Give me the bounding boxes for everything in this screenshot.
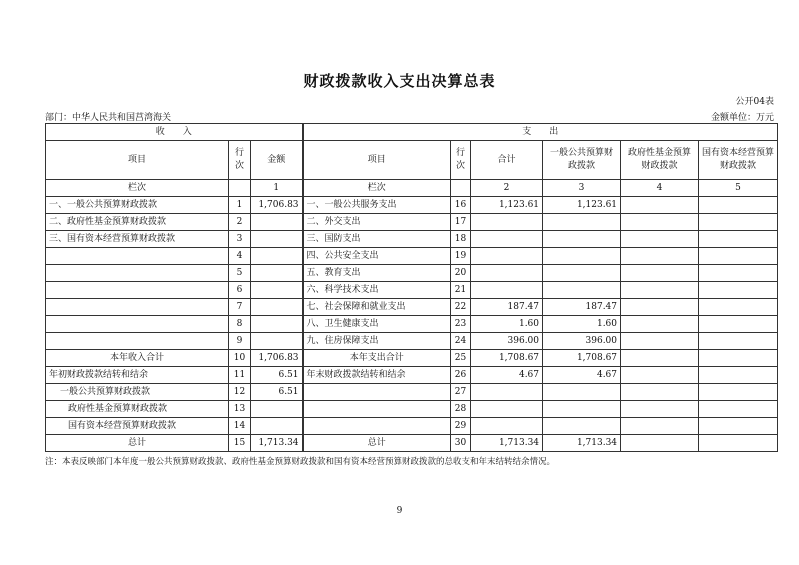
- expense-item-cell: 本年支出合计: [303, 350, 451, 367]
- expense-item-cell: 八、卫生健康支出: [303, 316, 451, 333]
- department-label: 部门：中华人民共和国莒湾海关: [45, 113, 172, 123]
- income-row-no-cell: 8: [229, 316, 251, 333]
- gov-fund-cell: [621, 265, 699, 282]
- expense-row-no-cell: 17: [451, 214, 471, 231]
- income-amount-cell: 6.51: [251, 367, 303, 384]
- unit-label: 金额单位：万元: [710, 113, 774, 123]
- state-capital-cell: [699, 367, 778, 384]
- table-row: [46, 435, 778, 452]
- gov-fund-cell: [621, 316, 699, 333]
- income-item-cell: [46, 282, 229, 299]
- general-budget-cell: 396.00: [543, 333, 621, 350]
- general-budget-cell: [543, 231, 621, 248]
- table-row: [46, 214, 778, 231]
- income-amount-cell: 6.51: [251, 384, 303, 401]
- total-cell: 1,713.34: [471, 435, 543, 452]
- income-row-no-cell: 14: [229, 418, 251, 435]
- expense-row-no-cell: 25: [451, 350, 471, 367]
- column-index-label: 栏次: [46, 180, 229, 197]
- general-budget-cell: 1,708.67: [543, 350, 621, 367]
- income-item-cell: [46, 299, 229, 316]
- income-amount-cell: [251, 418, 303, 435]
- column-index-3: 3: [543, 180, 621, 197]
- total-cell: [471, 282, 543, 299]
- income-row-no-cell: 1: [229, 197, 251, 214]
- income-amount-cell: 1,713.34: [251, 435, 303, 452]
- income-amount-cell: [251, 333, 303, 350]
- income-item-cell: [46, 265, 229, 282]
- income-item-cell: 国有资本经营预算财政拨款: [46, 418, 229, 435]
- expense-item-cell: 九、住房保障支出: [303, 333, 451, 350]
- total-cell: [471, 214, 543, 231]
- column-index-exp-label: 栏次: [303, 180, 451, 197]
- income-amount-cell: [251, 316, 303, 333]
- income-amount-header: 金额: [251, 141, 303, 180]
- total-cell: [471, 265, 543, 282]
- state-capital-cell: [699, 282, 778, 299]
- state-capital-cell: [699, 248, 778, 265]
- expense-row-no-cell: 30: [451, 435, 471, 452]
- total-cell: 1.60: [471, 316, 543, 333]
- total-header: 合计: [471, 141, 543, 180]
- expense-item-cell: 总计: [303, 435, 451, 452]
- total-cell: 4.67: [471, 367, 543, 384]
- state-capital-cell: [699, 418, 778, 435]
- table-row: [46, 401, 778, 418]
- gov-fund-cell: [621, 367, 699, 384]
- table-row: [46, 333, 778, 350]
- expense-section-header: 支 出: [303, 124, 778, 141]
- income-row-no-cell: 11: [229, 367, 251, 384]
- expense-item-cell: [303, 418, 451, 435]
- general-budget-cell: 1.60: [543, 316, 621, 333]
- column-index-4: 4: [621, 180, 699, 197]
- table-row: [46, 265, 778, 282]
- column-index-1: 1: [251, 180, 303, 197]
- section-header-row: [46, 124, 778, 141]
- gov-fund-cell: [621, 435, 699, 452]
- expense-row-no-cell: 23: [451, 316, 471, 333]
- general-budget-cell: [543, 384, 621, 401]
- table-note: 注：本表反映部门本年度一般公共预算财政拨款、政府性基金预算财政拨款和国有资本经营预算财政拨款的总收支和年末结转结余情况。: [45, 457, 556, 467]
- table-row: [46, 350, 778, 367]
- table-row: [46, 316, 778, 333]
- table-row: [46, 231, 778, 248]
- table-row: [46, 384, 778, 401]
- column-index-row: [46, 180, 778, 197]
- expense-item-cell: [303, 384, 451, 401]
- income-row-no-cell: 15: [229, 435, 251, 452]
- expense-row-no-header: 行次: [451, 141, 471, 180]
- general-budget-cell: 1,713.34: [543, 435, 621, 452]
- expense-row-no-cell: 28: [451, 401, 471, 418]
- expense-item-cell: 三、国防支出: [303, 231, 451, 248]
- total-cell: 187.47: [471, 299, 543, 316]
- state-capital-cell: [699, 435, 778, 452]
- expense-row-no-cell: 29: [451, 418, 471, 435]
- total-cell: 1,708.67: [471, 350, 543, 367]
- gov-fund-cell: [621, 248, 699, 265]
- total-cell: [471, 384, 543, 401]
- state-capital-header: 国有资本经营预算财政拨款: [699, 141, 778, 180]
- gov-fund-cell: [621, 214, 699, 231]
- income-row-no-header: 行次: [229, 141, 251, 180]
- gov-fund-cell: [621, 384, 699, 401]
- total-cell: 1,123.61: [471, 197, 543, 214]
- expense-item-cell: 五、教育支出: [303, 265, 451, 282]
- gov-fund-cell: [621, 350, 699, 367]
- general-budget-cell: 187.47: [543, 299, 621, 316]
- state-capital-cell: [699, 299, 778, 316]
- general-budget-cell: [543, 282, 621, 299]
- column-index-5: 5: [699, 180, 778, 197]
- expense-row-no-cell: 24: [451, 333, 471, 350]
- general-budget-cell: 1,123.61: [543, 197, 621, 214]
- total-cell: [471, 231, 543, 248]
- expense-row-no-cell: 21: [451, 282, 471, 299]
- income-section-header: 收 入: [46, 124, 303, 141]
- income-row-no-cell: 7: [229, 299, 251, 316]
- income-item-cell: 总计: [46, 435, 229, 452]
- general-budget-header: 一般公共预算财政拨款: [543, 141, 621, 180]
- income-row-no-cell: 5: [229, 265, 251, 282]
- expense-row-no-cell: 27: [451, 384, 471, 401]
- table-row: [46, 367, 778, 384]
- expense-row-no-cell: 16: [451, 197, 471, 214]
- table-row: [46, 248, 778, 265]
- state-capital-cell: [699, 316, 778, 333]
- gov-fund-cell: [621, 401, 699, 418]
- total-cell: [471, 418, 543, 435]
- budget-summary-table: [45, 123, 778, 452]
- expense-row-no-cell: 19: [451, 248, 471, 265]
- column-header-row: [46, 141, 778, 180]
- table-row: [46, 299, 778, 316]
- state-capital-cell: [699, 231, 778, 248]
- income-row-no-cell: 2: [229, 214, 251, 231]
- income-amount-cell: [251, 248, 303, 265]
- expense-item-cell: 七、社会保障和就业支出: [303, 299, 451, 316]
- total-cell: [471, 248, 543, 265]
- column-index-blank: [229, 180, 251, 197]
- report-title: 财政拨款收入支出决算总表: [303, 72, 496, 90]
- income-amount-cell: [251, 299, 303, 316]
- expense-item-cell: 年末财政拨款结转和结余: [303, 367, 451, 384]
- gov-fund-header: 政府性基金预算财政拨款: [621, 141, 699, 180]
- general-budget-cell: [543, 418, 621, 435]
- state-capital-cell: [699, 384, 778, 401]
- income-amount-cell: 1,706.83: [251, 197, 303, 214]
- state-capital-cell: [699, 197, 778, 214]
- page-number: 9: [396, 506, 403, 516]
- expense-row-no-cell: 20: [451, 265, 471, 282]
- expense-item-cell: [303, 401, 451, 418]
- income-item-cell: 本年收入合计: [46, 350, 229, 367]
- expense-item-header: 项目: [303, 141, 451, 180]
- expense-item-cell: 六、科学技术支出: [303, 282, 451, 299]
- table-row: [46, 418, 778, 435]
- total-cell: [471, 401, 543, 418]
- state-capital-cell: [699, 401, 778, 418]
- gov-fund-cell: [621, 282, 699, 299]
- income-row-no-cell: 3: [229, 231, 251, 248]
- income-item-cell: 一般公共预算财政拨款: [46, 384, 229, 401]
- income-amount-cell: [251, 231, 303, 248]
- income-row-no-cell: 6: [229, 282, 251, 299]
- income-item-cell: 三、国有资本经营预算财政拨款: [46, 231, 229, 248]
- gov-fund-cell: [621, 418, 699, 435]
- income-row-no-cell: 13: [229, 401, 251, 418]
- income-amount-cell: 1,706.83: [251, 350, 303, 367]
- income-amount-cell: [251, 282, 303, 299]
- general-budget-cell: [543, 401, 621, 418]
- general-budget-cell: 4.67: [543, 367, 621, 384]
- income-item-cell: 二、政府性基金预算财政拨款: [46, 214, 229, 231]
- income-amount-cell: [251, 265, 303, 282]
- expense-item-cell: 二、外交支出: [303, 214, 451, 231]
- income-row-no-cell: 10: [229, 350, 251, 367]
- income-item-cell: [46, 316, 229, 333]
- table-row: [46, 197, 778, 214]
- income-row-no-cell: 4: [229, 248, 251, 265]
- income-item-cell: [46, 248, 229, 265]
- state-capital-cell: [699, 214, 778, 231]
- general-budget-cell: [543, 265, 621, 282]
- expense-item-cell: 四、公共安全支出: [303, 248, 451, 265]
- table-row: [46, 282, 778, 299]
- gov-fund-cell: [621, 333, 699, 350]
- total-cell: 396.00: [471, 333, 543, 350]
- gov-fund-cell: [621, 231, 699, 248]
- income-row-no-cell: 12: [229, 384, 251, 401]
- state-capital-cell: [699, 265, 778, 282]
- income-amount-cell: [251, 401, 303, 418]
- income-item-cell: 年初财政拨款结转和结余: [46, 367, 229, 384]
- expense-row-no-cell: 26: [451, 367, 471, 384]
- income-item-cell: [46, 333, 229, 350]
- column-index-2: 2: [471, 180, 543, 197]
- income-item-cell: 一、一般公共预算财政拨款: [46, 197, 229, 214]
- state-capital-cell: [699, 333, 778, 350]
- general-budget-cell: [543, 214, 621, 231]
- gov-fund-cell: [621, 299, 699, 316]
- general-budget-cell: [543, 248, 621, 265]
- income-item-header: 项目: [46, 141, 229, 180]
- expense-item-cell: 一、一般公共服务支出: [303, 197, 451, 214]
- form-code: 公开04表: [735, 97, 774, 107]
- state-capital-cell: [699, 350, 778, 367]
- income-row-no-cell: 9: [229, 333, 251, 350]
- income-item-cell: 政府性基金预算财政拨款: [46, 401, 229, 418]
- expense-row-no-cell: 18: [451, 231, 471, 248]
- income-amount-cell: [251, 214, 303, 231]
- column-index-blank: [451, 180, 471, 197]
- expense-row-no-cell: 22: [451, 299, 471, 316]
- gov-fund-cell: [621, 197, 699, 214]
